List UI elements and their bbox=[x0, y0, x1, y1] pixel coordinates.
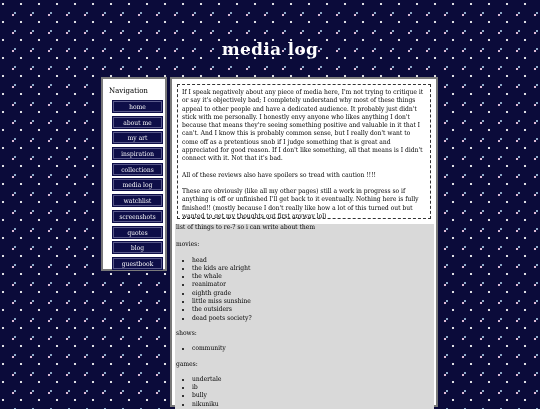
nav-list bbox=[113, 101, 162, 274]
list-item: • little miss sunshine bbox=[192, 298, 434, 306]
disclaimer-box bbox=[177, 84, 431, 219]
nav-heading: Navigation bbox=[109, 87, 148, 95]
main-content bbox=[170, 77, 438, 407]
movies-heading: movies: bbox=[176, 241, 200, 249]
list-item: • the outsiders bbox=[192, 306, 434, 314]
spoiler-warning: All of these reviews also have spoilers so tread with caution !!!! bbox=[182, 171, 376, 179]
list-item: • bully bbox=[192, 392, 434, 400]
disclaimer-paragraph: If I speak negatively about any piece of media here, I'm not trying to critique it or say it's objectively bad; I completely understand why most of these things appeal to other people and have a dedicated audience. It probably just didn't stick with me personally. I honestly envy anyone who likes anything I don't because that means they're seeing something positive and valuable in it that I can't. And I know this is probably common sense, but I really don't want to come off as a pretentious snob if I judge something that is great and appreciated for good reason. If I don't like something, all that means is I didn't connect with it. Not that it's bad. bbox=[182, 89, 424, 163]
nav-link-screenshots[interactable]: screenshots bbox=[113, 211, 162, 222]
list-item: • undertale bbox=[192, 376, 434, 384]
nav-link-blog[interactable]: blog bbox=[113, 242, 162, 253]
list-item: • ib bbox=[192, 384, 434, 392]
shows-heading: shows: bbox=[176, 329, 197, 337]
rewatch-intro: list of things to re-? so i can write about them bbox=[176, 224, 316, 231]
nav-link-inspiration[interactable]: inspiration bbox=[113, 148, 162, 159]
list-item: • reanimator bbox=[192, 281, 434, 289]
list-item: • head bbox=[192, 257, 434, 265]
nav-link-quotes[interactable]: quotes bbox=[113, 227, 162, 238]
list-item: • nikuniku bbox=[192, 401, 434, 409]
rewatch-list bbox=[175, 224, 434, 409]
nav-link-watchlist[interactable]: watchlist bbox=[113, 195, 162, 206]
nav-link-home[interactable]: home bbox=[113, 101, 162, 112]
nav-link-about-me[interactable]: about me bbox=[113, 117, 162, 128]
list-item: • community bbox=[192, 345, 434, 353]
nav-link-guestbook[interactable]: guestbook bbox=[113, 258, 162, 269]
games-heading: games: bbox=[176, 360, 198, 368]
list-item: • the kids are alright bbox=[192, 265, 434, 273]
nav-link-collections[interactable]: collections bbox=[113, 164, 162, 175]
page-title: media log bbox=[221, 40, 319, 60]
nav-link-media-log[interactable]: media log bbox=[113, 179, 162, 190]
list-item: • the whale bbox=[192, 273, 434, 281]
list-item: • dead poets society? bbox=[192, 315, 434, 323]
movies-list bbox=[175, 257, 434, 323]
games-list bbox=[175, 376, 434, 409]
list-item: • eighth grade bbox=[192, 290, 434, 298]
shows-list bbox=[175, 345, 434, 353]
sidebar-navigation bbox=[101, 77, 167, 271]
wip-note: These are obviously (like all my other pages) still a work in progress so if anything is off or unfinished I'll get back to it eventually. Nothing here is fully finished!! (mostly because I don't really like how a lot of this turned out but wanted to get my thoughts out first anyway lol) bbox=[182, 187, 419, 219]
nav-link-my-art[interactable]: my art bbox=[113, 132, 162, 143]
